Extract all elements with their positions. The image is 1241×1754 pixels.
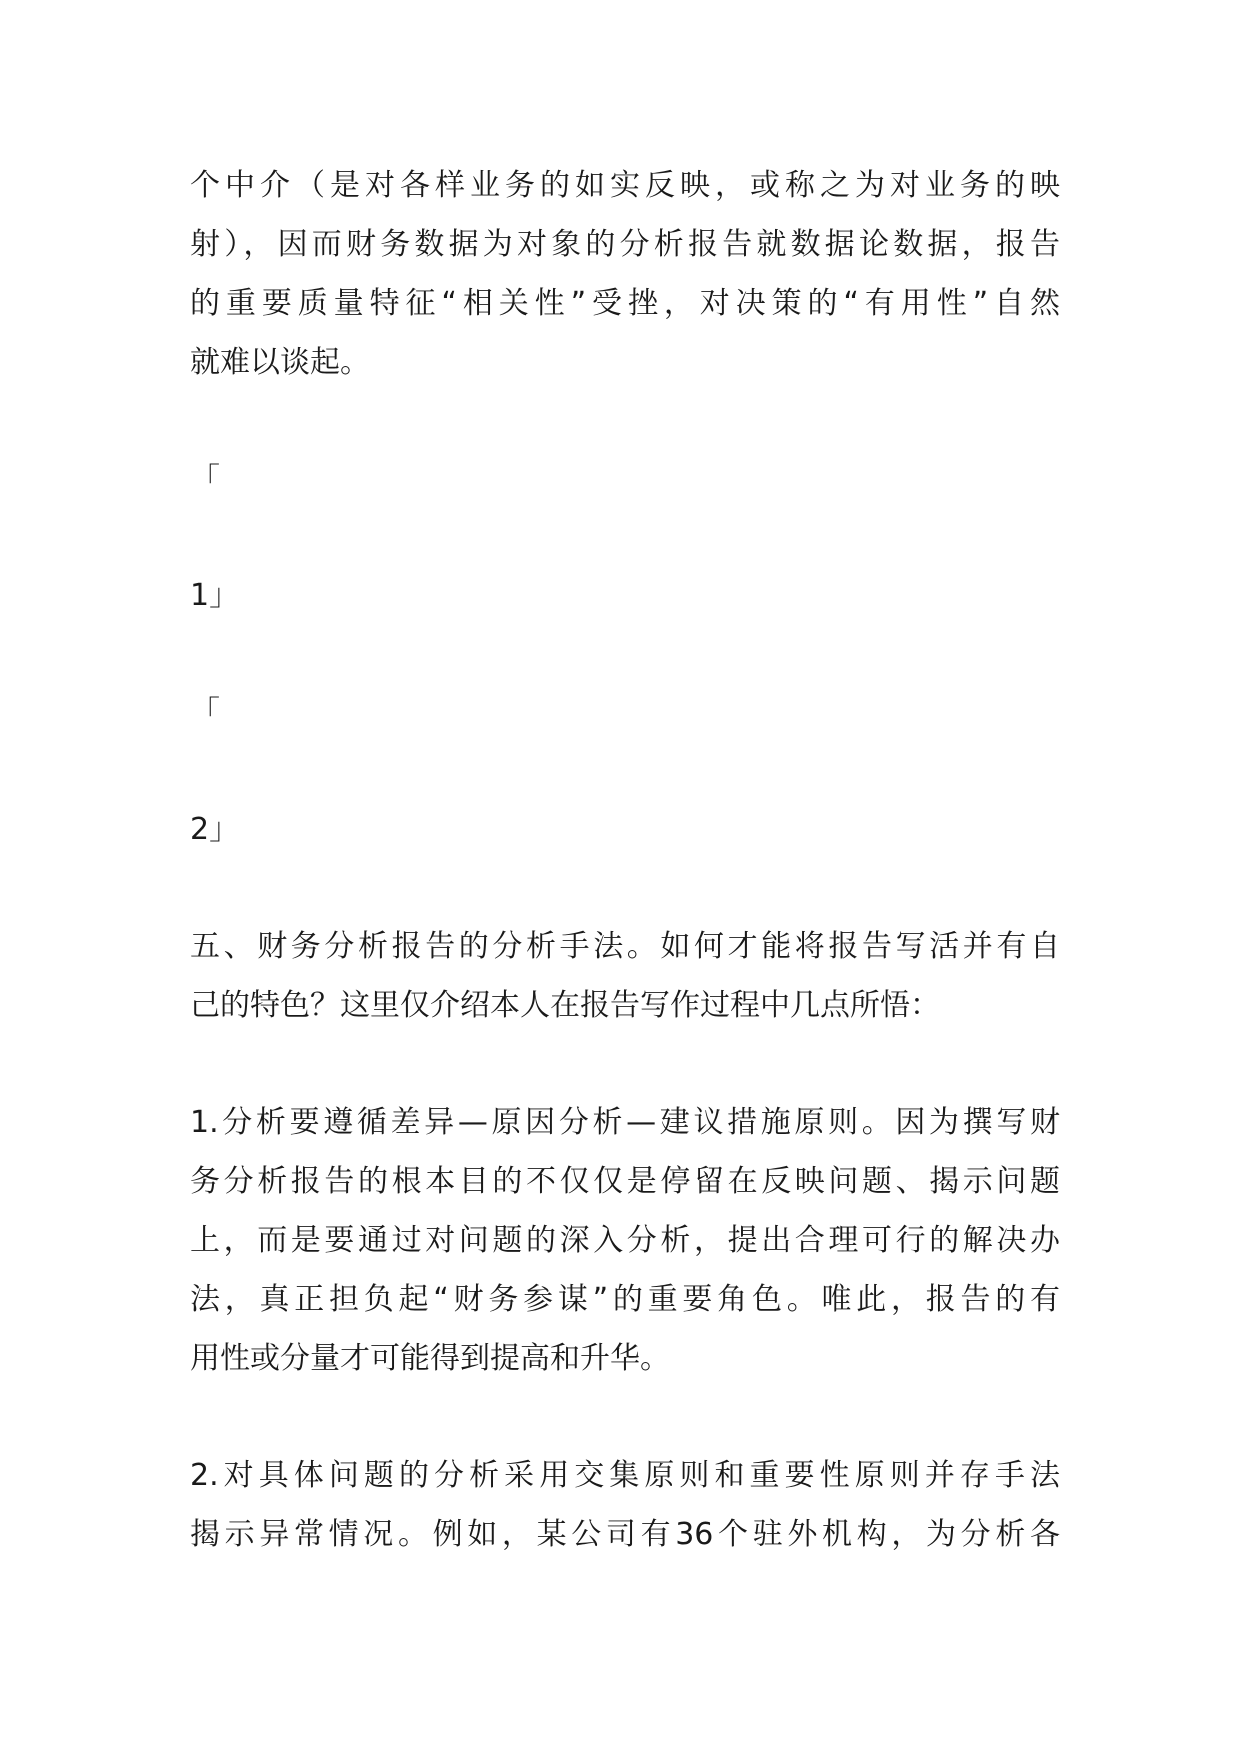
paragraph-2-line-2: 己的特色？这里仅介绍本人在报告写作过程中几点所悟： (190, 988, 940, 1023)
reference-mark-open-2: 「 (190, 695, 220, 730)
paragraph-2-line-1: 五、财务分析报告的分析手法。如何才能将报告写活并有自 (190, 929, 1060, 964)
paragraph-3-line-1: 1.分析要遵循差异—原因分析—建议措施原则。因为撰写财 (190, 1105, 1060, 1140)
paragraph-1-line-1: 个中介（是对各样业务的如实反映，或称之为对业务的映 (190, 168, 1060, 203)
reference-mark-close-1: 1」 (190, 578, 240, 613)
paragraph-1-line-3: 的重要质量特征“相关性”受挫，对决策的“有用性”自然 (190, 286, 1060, 321)
paragraph-4-line-1: 2.对具体问题的分析采用交集原则和重要性原则并存手法 (190, 1458, 1060, 1493)
reference-mark-open-1: 「 (190, 462, 220, 497)
paragraph-1-line-2: 射），因而财务数据为对象的分析报告就数据论数据，报告 (190, 227, 1060, 262)
paragraph-4-line-2: 揭示异常情况。例如，某公司有36个驻外机构，为分析各 (190, 1517, 1060, 1552)
paragraph-3-line-2: 务分析报告的根本目的不仅仅是停留在反映问题、揭示问题 (190, 1164, 1060, 1199)
paragraph-3-line-4: 法，真正担负起“财务参谋”的重要角色。唯此，报告的有 (190, 1282, 1060, 1317)
paragraph-3-line-5: 用性或分量才可能得到提高和升华。 (190, 1341, 670, 1376)
reference-mark-close-2: 2」 (190, 812, 240, 847)
paragraph-1-line-4: 就难以谈起。 (190, 345, 370, 380)
paragraph-3-line-3: 上，而是要通过对问题的深入分析，提出合理可行的解决办 (190, 1223, 1060, 1258)
